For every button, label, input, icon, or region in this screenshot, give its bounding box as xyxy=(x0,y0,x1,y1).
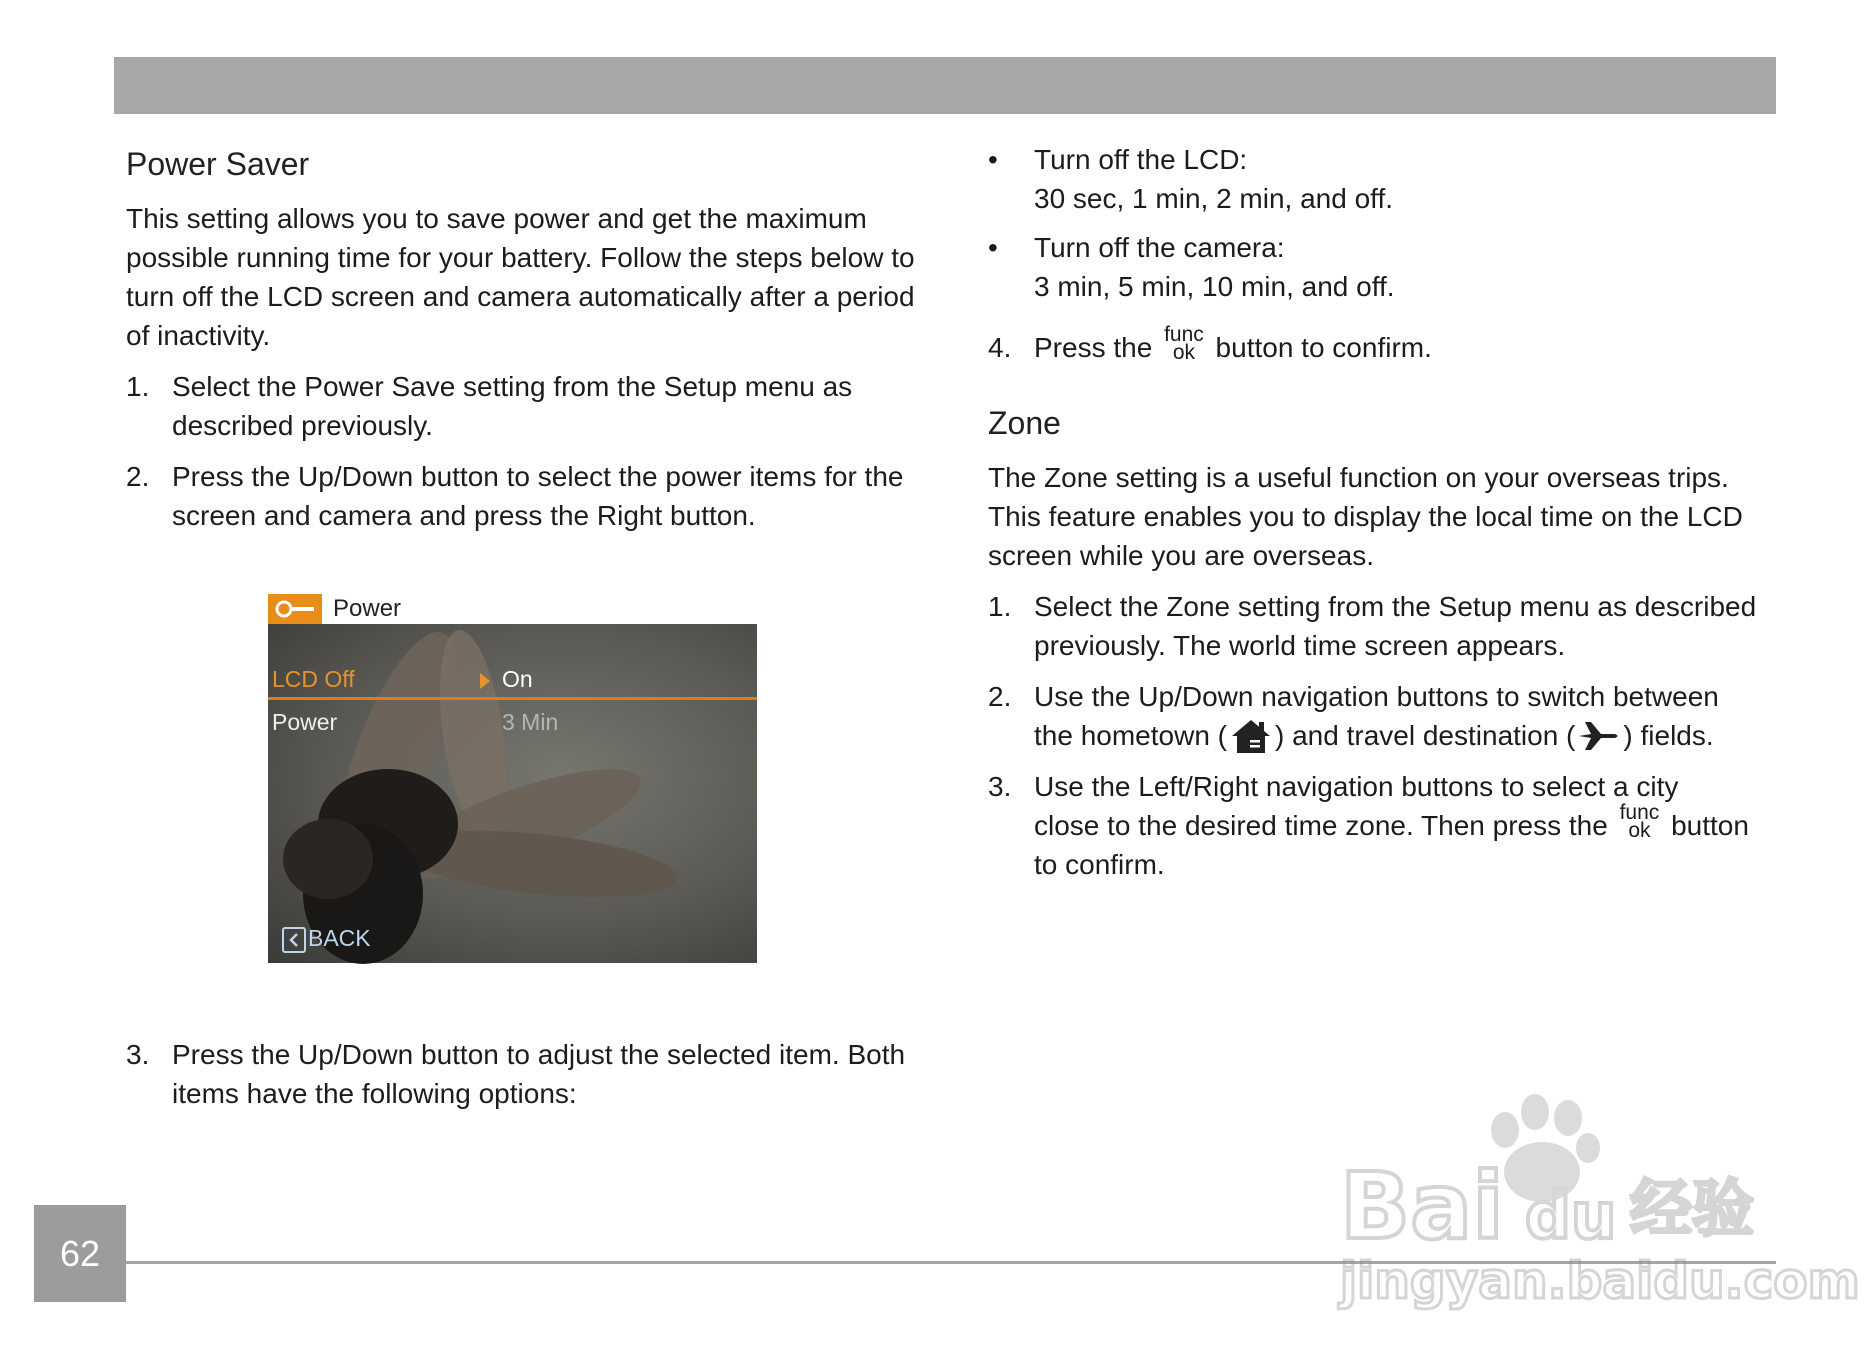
step-text-part: ) fields. xyxy=(1623,720,1714,751)
step-number: 1. xyxy=(988,591,1012,622)
bullet-dot: • xyxy=(988,144,998,175)
camera-power-menu-screenshot xyxy=(268,594,757,963)
step-text-part: button xyxy=(1671,810,1749,841)
step-text-line2 xyxy=(1034,800,1768,845)
menu-row-label: Power xyxy=(272,709,338,735)
wrench-icon xyxy=(268,594,322,624)
step-text-part: close to the desired time zone. Then press the xyxy=(1034,810,1608,841)
zone-heading: Zone xyxy=(988,405,1061,441)
step-number: 3. xyxy=(988,771,1012,802)
left-column xyxy=(126,140,916,547)
step-text-after: button to confirm. xyxy=(1215,332,1432,363)
header-bar xyxy=(114,57,1776,114)
svg-text:jingyan.baidu.com: jingyan.baidu.com xyxy=(1340,1252,1860,1310)
menu-row-lcd-off[interactable] xyxy=(268,661,757,697)
step-text-line1: Use the Left/Right navigation buttons to select a city xyxy=(1034,771,1679,802)
menu-row-power[interactable] xyxy=(268,704,757,740)
step-text-part: the hometown ( xyxy=(1034,720,1227,751)
power-saver-intro: This setting allows you to save power and get the maximum possible running time for your battery. Follow the steps below to turn off the LCD screen and camera automatically after a period of inactivity. xyxy=(126,203,915,351)
right-arrow-icon xyxy=(480,673,490,689)
back-button[interactable] xyxy=(282,924,371,952)
step-number: 3. xyxy=(126,1039,150,1070)
house-icon xyxy=(1229,717,1273,755)
step-number: 4. xyxy=(988,332,1012,363)
menu-row-value: On xyxy=(502,666,533,692)
back-label: BACK xyxy=(308,925,371,951)
ok-label: ok xyxy=(1172,340,1195,364)
zone-step-3 xyxy=(988,767,1768,884)
page-number-box xyxy=(34,1205,126,1302)
step-4 xyxy=(988,322,1768,367)
zone-intro: The Zone setting is a useful function on your overseas trips. This feature enables you to display the local time on the LCD screen while you are overseas. xyxy=(988,462,1743,571)
step-1 xyxy=(126,367,916,445)
step-3 xyxy=(126,1035,962,1113)
zone-step-2 xyxy=(988,677,1768,755)
func-ok-button-icon xyxy=(1619,800,1660,842)
step-number: 2. xyxy=(988,681,1012,712)
step-number: 2. xyxy=(126,461,150,492)
step-text-before: Press the xyxy=(1034,332,1153,363)
svg-text:Bai: Bai xyxy=(1340,1153,1504,1260)
step-2 xyxy=(126,457,916,535)
func-label: func xyxy=(1164,322,1204,346)
step-text: Press the Up/Down button to select the power items for the screen and camera and press the Right button. xyxy=(172,461,904,531)
option-values: 30 sec, 1 min, 2 min, and off. xyxy=(1034,183,1394,214)
menu-row-value: 3 Min xyxy=(502,709,559,735)
func-label: func xyxy=(1619,800,1660,824)
right-column xyxy=(988,140,1768,896)
svg-text:经验: 经验 xyxy=(1630,1172,1755,1245)
option-label: Turn off the LCD: xyxy=(1034,144,1248,175)
option-camera-off xyxy=(988,228,1768,306)
step-text: Select the Zone setting from the Setup menu as described previously. The world time screen appears. xyxy=(1034,591,1757,661)
step-text: Select the Power Save setting from the Setup menu as described previously. xyxy=(172,371,853,441)
func-ok-button-icon xyxy=(1164,322,1204,364)
page-number: 62 xyxy=(59,1233,101,1274)
svg-text:du: du xyxy=(1525,1180,1617,1254)
step-text-line1: Use the Up/Down navigation buttons to switch between xyxy=(1034,681,1719,712)
option-values: 3 min, 5 min, 10 min, and off. xyxy=(1034,271,1395,302)
menu-row-label: LCD Off xyxy=(272,666,355,692)
option-label: Turn off the camera: xyxy=(1034,232,1285,263)
ok-label: ok xyxy=(1628,818,1651,842)
screen-header xyxy=(268,594,757,624)
step-text-part: ) and travel destination ( xyxy=(1275,720,1576,751)
airplane-icon xyxy=(1577,717,1621,755)
zone-step-1 xyxy=(988,587,1768,665)
baidu-watermark-logo xyxy=(1330,1090,1860,1310)
back-arrow-icon xyxy=(282,927,306,953)
bullet-dot: • xyxy=(988,232,998,263)
option-lcd-off xyxy=(988,140,1768,218)
step-text-line3: to confirm. xyxy=(1034,849,1165,880)
step-text: Press the Up/Down button to adjust the selected item. Both items have the following options: xyxy=(172,1039,906,1109)
power-saver-heading: Power Saver xyxy=(126,146,310,182)
selection-underline xyxy=(268,697,757,700)
screen-body xyxy=(268,624,757,963)
step-text-line2 xyxy=(1034,716,1768,755)
screen-title: Power xyxy=(333,595,402,622)
step-number: 1. xyxy=(126,371,150,402)
